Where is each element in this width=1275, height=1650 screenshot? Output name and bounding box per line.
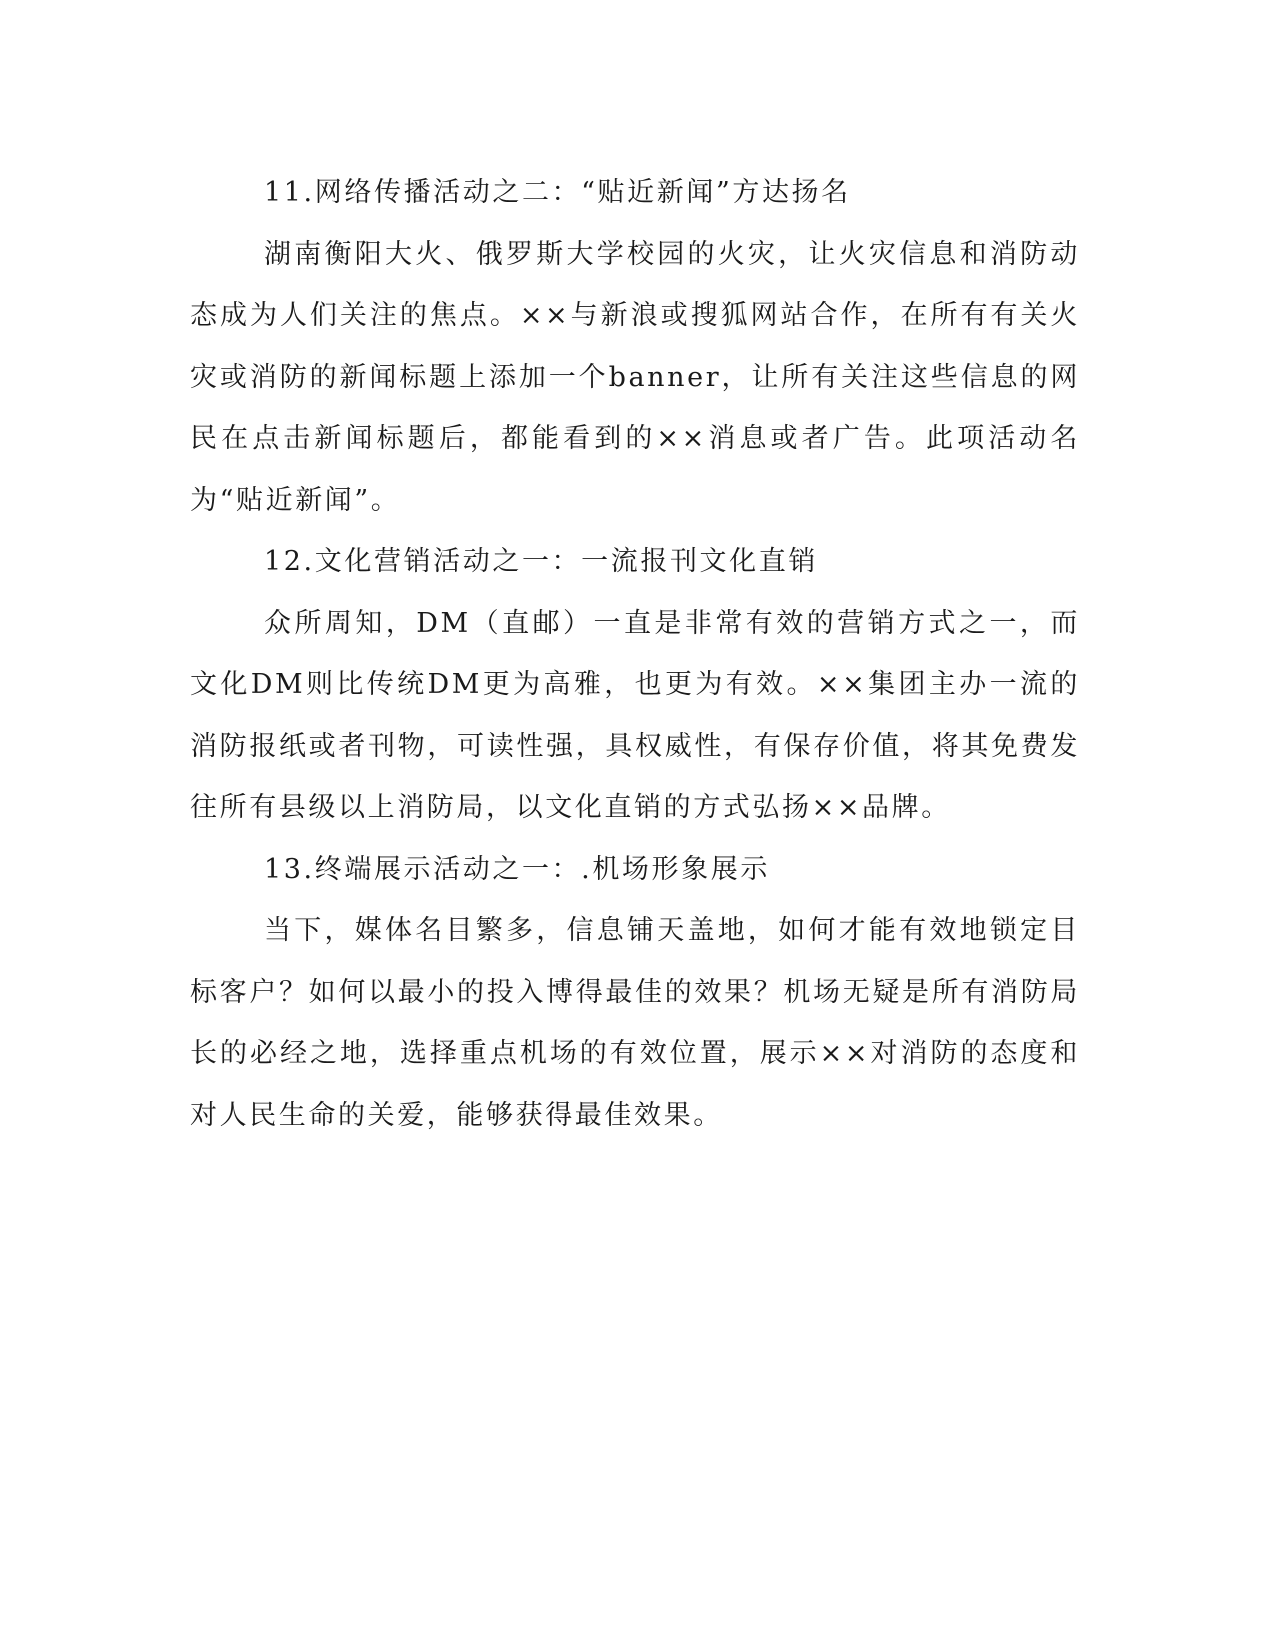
heading-item-13: 13.终端展示活动之一：.机场形象展示	[264, 853, 770, 885]
document-body	[190, 162, 1080, 1146]
heading-item-11: 11.网络传播活动之二：“贴近新闻”方达扬名	[264, 177, 851, 208]
heading-item-12: 12.文化营销活动之一：一流报刊文化直销	[264, 546, 818, 577]
paragraph-dm-marketing: 众所周知，DM（直邮）一直是非常有效的营销方式之一，而文化DM则比传统DM更为高雅，也更为有效。××集团主办一流的消防报纸或者刊物，可读性强，具权威性，有保存价值，将其免费发往所有县级以上消防局，以文化直销的方式弘扬××品牌。	[190, 607, 1080, 823]
paragraph-airport-display: 当下，媒体名目繁多，信息铺天盖地，如何才能有效地锁定目标客户？如何以最小的投入博得最佳的效果？机场无疑是所有消防局长的必经之地，选择重点机场的有效位置，展示××对消防的态度和对人民生命的关爱，能够获得最佳效果。	[190, 915, 1080, 1131]
paragraph-news-banner: 湖南衡阳大火、俄罗斯大学校园的火灾，让火灾信息和消防动态成为人们关注的焦点。××与新浪或搜狐网站合作，在所有有关火灾或消防的新闻标题上添加一个banner，让所有关注这些信息的网民在点击新闻标题后，都能看到的××消息或者广告。此项活动名为“贴近新闻”。	[190, 238, 1080, 516]
